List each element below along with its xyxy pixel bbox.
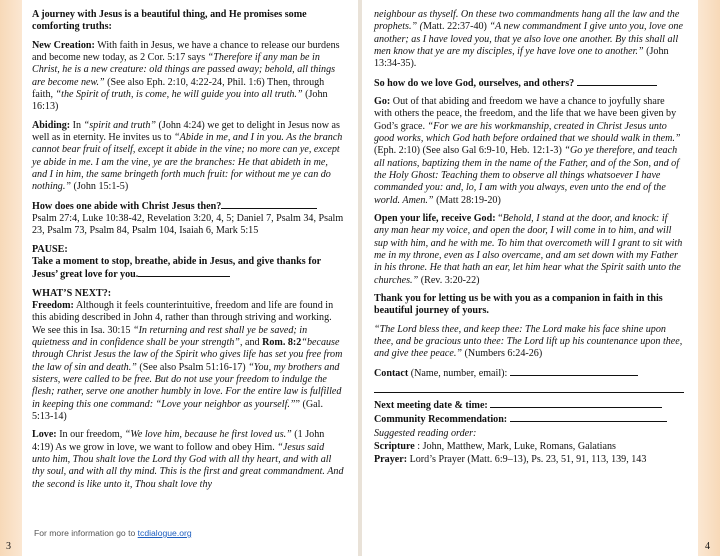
pause-section: PAUSE: Take a moment to stop, breathe, abide in Jesus, and give thanks for Jesus’ great love for you. [32, 243, 321, 281]
answer-line[interactable] [577, 77, 657, 86]
next-meeting-line[interactable] [490, 399, 662, 408]
go-paragraph: Go: Out of that abiding and freedom we have a chance to joyfully share with others the peace, the freedom, and the life that we have been given by God’s grace. “For we are his workmanship, created in Christ Jesus unto good works, which God hath before ordained that we should walk in them.” (Eph. 2:10) (See also Gal 6:9-10, Heb. 12:1-3) “Go ye therefore, and teach all nations, baptizing them in the name of the Father, and of the Son, and of the Holy Ghost: Teaching them to observe all things whatsoever I have commanded you: and, lo, I am with you always, even unto the end of the world. Amen.” (Matt 28:19-20) [374, 96, 681, 206]
love-paragraph: Love: In our freedom, “We love him, because he first loved us.” (1 John 4:19) As we grow in love, we want to follow and obey Him. “Jesus said unto him, Thou shalt love the Lord thy God with all thy heart, and with all thy soul, and with all thy mind. This is the first and great commandment. And the second is like unto it, Thou shalt love thy [32, 429, 344, 490]
how-love-section [374, 77, 684, 90]
continued-paragraph: neighbour as thyself. On these two commandments hang all the law and the prophets.” (Matt. 22:37-40) “A new commandment I give unto you, love one another; as I have loved you, that ye also love one another. By this shall all men know that ye are my disciples, if ye have love one to another.” (John 13:34-35). [374, 9, 683, 70]
page-number-left: 3 [6, 541, 11, 552]
abiding-paragraph: Abiding: In “spirit and truth” (John 4:24) we get to delight in Jesus now as well as in eternity. He invites us to “Abide in me, and I in you. As the branch cannot bear fruit of itself, except it abide in the vine; no more can ye, except ye abide in me. I am the vine, ye are the branches: He that abideth in me, and I in him, the same bringeth forth much fruit: for without me ye can do nothing.” (John 15:1-5) [32, 119, 343, 193]
thanks-paragraph: Thank you for letting us be with you as a companion in faith in this beautiful journey of yours. [374, 292, 663, 317]
contact-line[interactable] [510, 367, 638, 376]
prayer-row: Prayer: Lord’s Prayer (Matt. 6:9–13), Ps. 23, 51, 91, 113, 139, 143 [374, 454, 647, 466]
page-edge-left [0, 0, 22, 556]
open-life-paragraph: Open your life, receive God: “Behold, I stand at the door, and knock: if any man hear my voice, and open the door, I will come in to him, and will sup with him, and he with me. To him that overcometh will I grant to sit with me in my throne, even as I also overcame, and am set down with my Father in his throne. He that hath an ear, let him hear what the Spirit saith unto the churches.” (Rev. 3:20-22) [374, 213, 683, 286]
answer-line[interactable] [221, 200, 317, 209]
intro-heading: A journey with Jesus is a beautiful thing, and He promises some comforting truths: [32, 9, 307, 33]
next-meeting-row: Next meeting date & time: [374, 399, 684, 412]
blessing-paragraph: “The Lord bless thee, and keep thee: The Lord make his face shine upon thee, and be gracious unto thee: The Lord lift up his countenance upon thee, and give thee peace.” (Numbers 6:24-26) [374, 323, 683, 360]
page-number-right: 4 [705, 541, 710, 552]
right-column [374, 9, 684, 473]
footer: For more information go to tcdialogue.org [34, 528, 192, 538]
website-link[interactable]: tcdialogue.org [137, 528, 192, 538]
new-creation-paragraph: New Creation: With faith in Jesus, we have a chance to release our burdens and become new today, as 2 Cor. 5:17 says “Therefore if any man be in Christ, he is a new creature: old things are passed away; behold, all things are become new.” (See also Eph. 2:10, 4:22-24, Phil. 1:6) Then, through faith, “the Spirit of truth, is come, he will guide you into all truth.” (John 16:13) [32, 39, 340, 113]
community-row: Community Recommendation: [374, 413, 684, 426]
left-column [32, 9, 344, 497]
pause-line[interactable] [138, 268, 230, 277]
scripture-row: Scripture : John, Matthew, Mark, Luke, Romans, Galatians [374, 441, 616, 453]
community-line[interactable] [510, 413, 667, 422]
page-edge-right [698, 0, 720, 556]
whats-next-section: WHAT’S NEXT?: Freedom: Although it feels counterintuitive, freedom and life are found in this abiding described in John 4, rather than through striving and working. We see this in Isa. 30:15 “In returning and rest shall ye be saved; in quietness and in confidence shall be your strength”, and Rom. 8:2“because through Christ Jesus the law of the Spirit who gives life has set you free from the law of sin and death.” (See also Psalm 51:16-17) “You, my brothers and sisters, were called to be free. But do not use your freedom to indulge the flesh; rather, serve one another humbly in love. For the entire law is fulfilled in keeping this one command: “Love your neighbor as yourself.”” (Gal. 5:13-14) [32, 287, 343, 422]
how-abide-refs: Psalm 27:4, Luke 10:38-42, Revelation 3:20, 4, 5; Daniel 7, Psalm 34, Psalm 23, Psalm 73, Psalm 84, Psalm 104, Isaiah 6, Mark 5:15 [32, 213, 344, 237]
how-love-question: So how do we love God, ourselves, and others? [374, 77, 575, 89]
contact-section: Contact (Name, number, email): [374, 367, 684, 380]
suggested-label: Suggested reading order: [374, 427, 477, 439]
contact-line-2[interactable] [374, 380, 684, 393]
how-abide-section [32, 200, 344, 238]
how-abide-question: How does one abide with Christ Jesus then? [32, 200, 222, 212]
